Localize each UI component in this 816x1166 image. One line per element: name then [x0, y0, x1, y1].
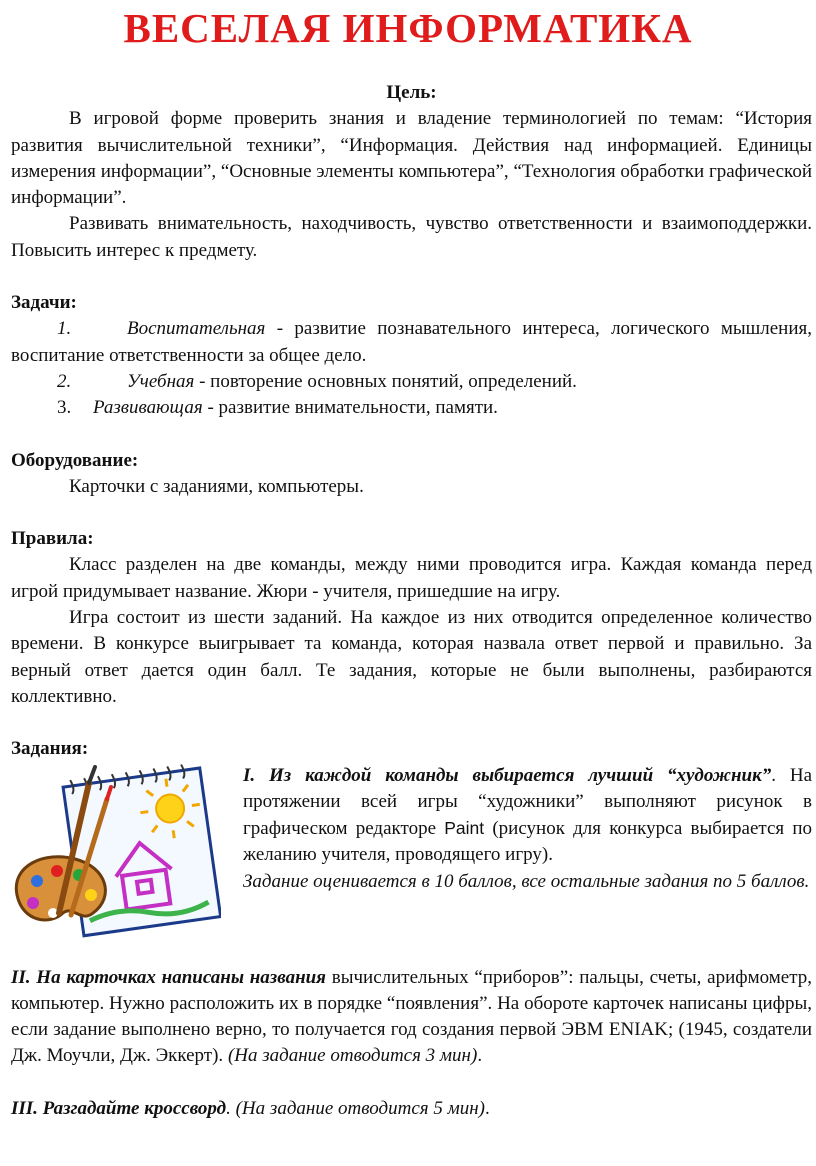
- task-3-description: III. Разгадайте кроссворд. (На задание отводится 5 мин).: [11, 1097, 490, 1119]
- page-title: ВЕСЕЛАЯ ИНФОРМАТИКА: [123, 5, 693, 51]
- assignments-heading: Задания:: [11, 738, 89, 760]
- document-body: [11, 80, 812, 1122]
- goal-paragraph-2: Развивать внимательность, находчивость, чувство ответственности и взаимоподдержки. Повысить интерес к предмету.: [11, 213, 812, 261]
- task-1-text: [243, 763, 812, 939]
- goal-heading: Цель:: [386, 82, 437, 103]
- objective-item-3: 3. Развивающая - развитие внимательности, памяти.: [57, 397, 498, 419]
- task-1-note: Задание оценивается в 10 баллов, все остальные задания по 5 баллов.: [243, 870, 810, 892]
- equipment-text: Карточки с заданиями, компьютеры.: [69, 475, 364, 497]
- rules-heading: Правила:: [11, 528, 94, 550]
- task-1-block: [11, 763, 812, 939]
- equipment-heading: Оборудование:: [11, 449, 139, 471]
- objectives-heading: Задачи:: [11, 292, 77, 314]
- objective-item-1: 1. Воспитательная - развитие познавательного интереса, логического мышления, воспитание ответственности за общее дело.: [11, 318, 812, 366]
- goal-paragraph-1: В игровой форме проверить знания и владение терминологией по темам: “История развития вычислительной техники”, “Информация. Действия над информацией. Единицы измерения информации”, “Основные элементы компьютера”, “Технология обработки графической информации”.: [11, 108, 812, 209]
- task-1-description: I. Из каждой команды выбирается лучший “художник”. На протяжении всей игры “художники” выполняют рисунок в графическом редакторе Paint (рисунок для конкурса выбирается по желанию учителя, проводящего игру).: [243, 764, 813, 866]
- artist-palette-icon: [11, 763, 243, 939]
- rules-paragraph-1: Класс разделен на две команды, между ними проводится игра. Каждая команда перед игрой придумывает название. Жюри - учителя, пришедшие на игру.: [11, 554, 812, 602]
- objective-item-2: 2. Учебная - повторение основных понятий, определений.: [57, 370, 577, 392]
- rules-paragraph-2: Игра состоит из шести заданий. На каждое из них отводится определенное количество времени. В конкурсе выигрывает та команда, которая назвала ответ первой и правильно. За верный ответ дается один балл. Те задания, которые не были выполнены, разбираются коллективно.: [11, 607, 812, 707]
- task-2-description: II. На карточках написаны названия вычислительных “приборов”: пальцы, счеты, арифмометр, компьютер. Нужно расположить их в порядке “появления”. На обороте карточек написаны цифры, если задание выполнено верно, то получается год создания первой ЭВМ ENIAK; (1945, создатели Дж. Моучли, Дж. Эккерт). (На задание отводится 3 мин).: [11, 966, 812, 1067]
